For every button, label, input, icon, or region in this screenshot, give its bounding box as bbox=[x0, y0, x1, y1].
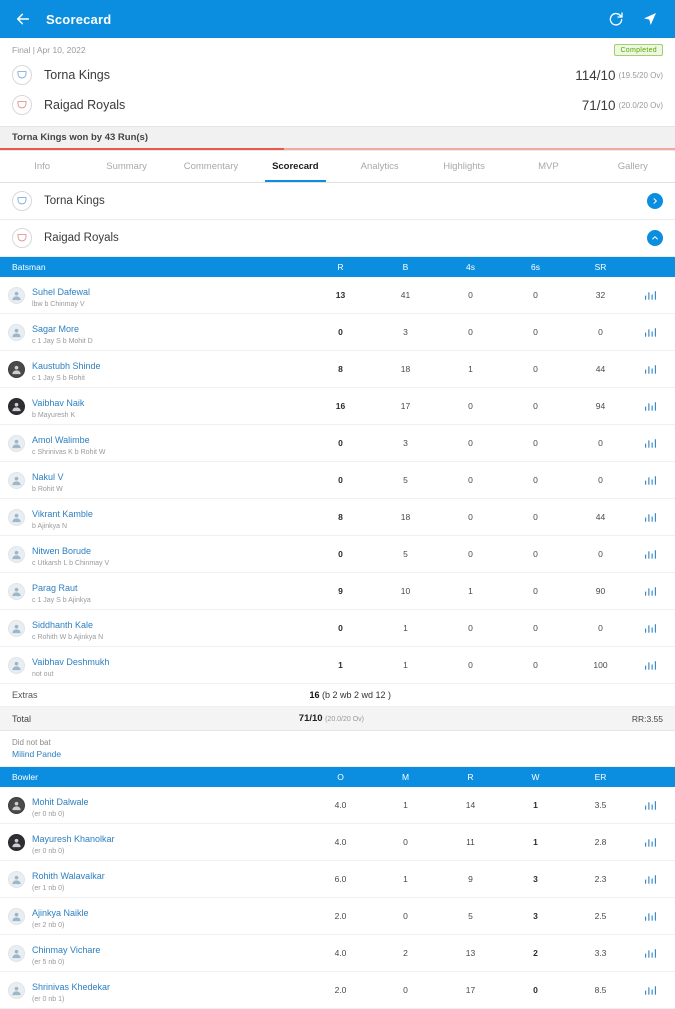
innings-header-raigad-royals[interactable] bbox=[0, 220, 675, 257]
batsman-info bbox=[32, 467, 64, 493]
arrow-left-icon[interactable] bbox=[12, 8, 34, 30]
table-row[interactable] bbox=[0, 499, 675, 536]
player-name[interactable]: Sagar More bbox=[32, 324, 80, 334]
runs-cell: 0 bbox=[338, 549, 343, 559]
batsman-info bbox=[32, 578, 91, 604]
table-row[interactable] bbox=[0, 610, 675, 647]
batsman-info bbox=[32, 541, 109, 567]
overs-cell: 6.0 bbox=[334, 874, 347, 884]
refresh-icon[interactable] bbox=[603, 6, 629, 32]
match-meta: Final | Apr 10, 2022 bbox=[12, 45, 86, 55]
col-runs-conceded: R bbox=[467, 772, 474, 782]
avatar bbox=[8, 583, 25, 600]
player-graph-icon[interactable] bbox=[644, 327, 657, 338]
did-not-bat bbox=[0, 731, 675, 767]
fours-cell: 1 bbox=[468, 586, 473, 596]
sixes-cell: 0 bbox=[533, 623, 538, 633]
wickets-cell: 0 bbox=[533, 985, 538, 995]
fours-cell: 0 bbox=[468, 327, 473, 337]
team-name: Raigad Royals bbox=[44, 98, 126, 112]
graph-cell[interactable] bbox=[633, 364, 667, 375]
batsman-cell bbox=[8, 652, 308, 678]
economy-cell: 2.8 bbox=[594, 837, 607, 847]
table-row[interactable] bbox=[0, 425, 675, 462]
tab-info[interactable]: Info bbox=[34, 161, 51, 172]
table-row[interactable] bbox=[0, 388, 675, 425]
economy-cell: 2.5 bbox=[594, 911, 607, 921]
avatar bbox=[8, 324, 25, 341]
tab-mvp[interactable]: MVP bbox=[538, 161, 559, 172]
bowler-info bbox=[32, 792, 89, 818]
fours-cell: 0 bbox=[468, 512, 473, 522]
col-runs: R bbox=[337, 262, 344, 272]
table-row[interactable] bbox=[0, 351, 675, 388]
tab-analytics[interactable]: Analytics bbox=[360, 161, 399, 172]
player-name[interactable]: Kaustubh Shinde bbox=[32, 361, 101, 371]
extras-label: Extras bbox=[12, 690, 38, 700]
avatar bbox=[8, 509, 25, 526]
graph-cell[interactable] bbox=[633, 660, 667, 671]
sixes-cell: 0 bbox=[533, 549, 538, 559]
chevron-right-icon[interactable] bbox=[647, 193, 663, 209]
col-sixes: 6s bbox=[531, 262, 540, 272]
avatar bbox=[8, 620, 25, 637]
sixes-cell: 0 bbox=[533, 475, 538, 485]
bowler-cell bbox=[8, 940, 308, 966]
graph-cell[interactable] bbox=[633, 837, 667, 848]
graph-cell[interactable] bbox=[633, 948, 667, 959]
batsman-cell bbox=[8, 541, 308, 567]
maidens-cell: 0 bbox=[403, 837, 408, 847]
col-bowler: Bowler bbox=[12, 772, 38, 782]
graph-cell[interactable] bbox=[633, 549, 667, 560]
tab-highlights[interactable]: Highlights bbox=[443, 161, 485, 172]
avatar bbox=[8, 546, 25, 563]
economy-cell: 3.5 bbox=[594, 800, 607, 810]
bowler-extras: (er 2 nb 0) bbox=[32, 922, 65, 929]
runs-conceded-cell: 14 bbox=[465, 800, 476, 810]
bowler-cell bbox=[8, 903, 308, 929]
runs-conceded-cell: 5 bbox=[468, 911, 473, 921]
dismissal-text: lbw b Chinmay V bbox=[32, 301, 85, 308]
col-fours: 4s bbox=[466, 262, 475, 272]
strike-rate-cell: 94 bbox=[595, 401, 606, 411]
team-overs: (19.5/20 Ov) bbox=[618, 70, 663, 80]
total-label: Total bbox=[12, 713, 32, 724]
match-result: Torna Kings won by 43 Run(s) bbox=[0, 126, 675, 148]
runs-conceded-cell: 17 bbox=[465, 985, 476, 995]
table-row[interactable] bbox=[0, 972, 675, 1009]
bowler-extras: (er 1 nb 0) bbox=[32, 885, 65, 892]
dismissal-text: not out bbox=[32, 671, 54, 678]
player-graph-icon[interactable] bbox=[644, 438, 657, 449]
player-graph-icon[interactable] bbox=[644, 660, 657, 671]
batsman-cell bbox=[8, 430, 308, 456]
table-row[interactable] bbox=[0, 573, 675, 610]
runs-cell: 0 bbox=[338, 623, 343, 633]
graph-cell[interactable] bbox=[633, 800, 667, 811]
table-row[interactable] bbox=[0, 536, 675, 573]
avatar bbox=[8, 361, 25, 378]
player-name[interactable]: Rohith Walavalkar bbox=[32, 871, 105, 881]
batsman-info bbox=[32, 504, 93, 530]
graph-cell[interactable] bbox=[633, 327, 667, 338]
app-bar bbox=[0, 0, 675, 38]
innings-header-torna-kings[interactable] bbox=[0, 183, 675, 220]
innings-team-name: Torna Kings bbox=[44, 195, 105, 207]
total-value bbox=[31, 713, 632, 724]
avatar bbox=[8, 472, 25, 489]
player-name[interactable]: Siddhanth Kale bbox=[32, 620, 94, 630]
overs-cell: 2.0 bbox=[334, 985, 347, 995]
player-graph-icon[interactable] bbox=[644, 800, 657, 811]
runs-cell: 9 bbox=[338, 586, 343, 596]
maidens-cell: 0 bbox=[403, 985, 408, 995]
graph-cell[interactable] bbox=[633, 401, 667, 412]
avatar bbox=[8, 908, 25, 925]
fours-cell: 0 bbox=[468, 623, 473, 633]
balls-cell: 17 bbox=[400, 401, 411, 411]
status-badge: Completed bbox=[614, 44, 663, 56]
balls-cell: 10 bbox=[400, 586, 411, 596]
table-row[interactable] bbox=[0, 824, 675, 861]
player-graph-icon[interactable] bbox=[644, 623, 657, 634]
player-graph-icon[interactable] bbox=[644, 985, 657, 996]
sixes-cell: 0 bbox=[533, 660, 538, 670]
batsman-cell bbox=[8, 319, 308, 345]
team-overs: (20.0/20 Ov) bbox=[618, 100, 663, 110]
balls-cell: 41 bbox=[400, 290, 411, 300]
team-row-2 bbox=[12, 90, 663, 120]
batsman-cell bbox=[8, 615, 308, 641]
sixes-cell: 0 bbox=[533, 290, 538, 300]
total-score: 71/10 bbox=[298, 713, 323, 724]
maidens-cell: 0 bbox=[403, 911, 408, 921]
tab-commentary[interactable]: Commentary bbox=[183, 161, 239, 172]
avatar bbox=[8, 797, 25, 814]
bowler-info bbox=[32, 977, 110, 1003]
player-graph-icon[interactable] bbox=[644, 837, 657, 848]
bowler-cell bbox=[8, 866, 308, 892]
chevron-up-icon[interactable] bbox=[647, 230, 663, 246]
dismissal-text: b Rohit W bbox=[32, 486, 63, 493]
extras-number: 16 bbox=[309, 690, 320, 700]
bowling-table-header bbox=[0, 767, 675, 787]
dismissal-text: c Shrinivas K b Rohit W bbox=[32, 449, 106, 456]
wickets-cell: 1 bbox=[533, 800, 538, 810]
runs-cell: 13 bbox=[335, 290, 346, 300]
strike-rate-cell: 90 bbox=[595, 586, 606, 596]
strike-rate-cell: 44 bbox=[595, 512, 606, 522]
bowler-info bbox=[32, 903, 89, 929]
economy-cell: 8.5 bbox=[594, 985, 607, 995]
col-balls: B bbox=[402, 262, 409, 272]
graph-cell[interactable] bbox=[633, 911, 667, 922]
batsman-info bbox=[32, 393, 84, 419]
player-name[interactable]: Shrinivas Khedekar bbox=[32, 982, 111, 992]
table-row[interactable] bbox=[0, 647, 675, 684]
economy-cell: 2.3 bbox=[594, 874, 607, 884]
batsman-cell bbox=[8, 467, 308, 493]
player-name[interactable]: Vaibhav Deshmukh bbox=[32, 657, 110, 667]
runs-conceded-cell: 11 bbox=[466, 837, 475, 847]
batting-table-header bbox=[0, 257, 675, 277]
team-score: 71/10 bbox=[581, 97, 616, 113]
match-header bbox=[0, 38, 675, 151]
graph-cell[interactable] bbox=[633, 874, 667, 885]
batsman-info bbox=[32, 319, 93, 345]
col-economy: ER bbox=[594, 772, 607, 782]
team-logo-icon bbox=[12, 191, 32, 211]
dismissal-text: c Rohith W b Ajinkya N bbox=[32, 634, 104, 641]
fours-cell: 0 bbox=[468, 660, 473, 670]
wickets-cell: 1 bbox=[533, 837, 538, 847]
team-logo-icon bbox=[12, 228, 32, 248]
strike-rate-cell: 0 bbox=[598, 549, 603, 559]
bowler-extras: (er 0 nb 1) bbox=[32, 996, 65, 1003]
innings-team-name: Raigad Royals bbox=[44, 232, 119, 244]
team-logo-icon bbox=[12, 95, 32, 115]
overs-cell: 2.0 bbox=[334, 911, 347, 921]
avatar bbox=[8, 435, 25, 452]
tab-scorecard[interactable]: Scorecard bbox=[253, 151, 337, 182]
sixes-cell: 0 bbox=[533, 327, 538, 337]
tab-summary[interactable]: Summary bbox=[106, 161, 147, 172]
player-graph-icon[interactable] bbox=[644, 549, 657, 560]
fours-cell: 0 bbox=[468, 401, 473, 411]
team-score: 114/10 bbox=[575, 67, 616, 83]
did-not-bat-players: Milind Pande bbox=[12, 749, 62, 759]
table-row[interactable] bbox=[0, 314, 675, 351]
dismissal-text: c 1 Jay S b Rohit bbox=[32, 375, 85, 382]
graph-cell[interactable] bbox=[633, 985, 667, 996]
batsman-cell bbox=[8, 578, 308, 604]
economy-cell: 3.3 bbox=[594, 948, 607, 958]
avatar bbox=[8, 398, 25, 415]
bowler-cell bbox=[8, 977, 308, 1003]
extras-row bbox=[0, 684, 675, 707]
player-graph-icon[interactable] bbox=[644, 512, 657, 523]
run-rate: RR:3.55 bbox=[631, 713, 663, 724]
balls-cell: 18 bbox=[400, 512, 411, 522]
strike-rate-cell: 0 bbox=[598, 327, 603, 337]
maidens-cell: 1 bbox=[403, 800, 408, 810]
balls-cell: 5 bbox=[403, 475, 408, 485]
player-name[interactable]: Nakul V bbox=[32, 472, 64, 482]
sixes-cell: 0 bbox=[533, 586, 538, 596]
wickets-cell: 2 bbox=[533, 948, 538, 958]
bowler-extras: (er 0 nb 0) bbox=[32, 848, 65, 855]
page-title: Scorecard bbox=[46, 11, 112, 27]
col-overs: O bbox=[337, 772, 344, 782]
dismissal-text: c 1 Jay S b Ajinkya bbox=[32, 597, 91, 604]
overs-cell: 4.0 bbox=[334, 948, 347, 958]
bowler-info bbox=[32, 829, 115, 855]
player-graph-icon[interactable] bbox=[644, 290, 657, 301]
batsman-cell bbox=[8, 356, 308, 382]
batting-rows bbox=[0, 277, 675, 684]
team-logo-icon bbox=[12, 65, 32, 85]
player-name[interactable]: Mohit Dalwale bbox=[32, 797, 89, 807]
fours-cell: 0 bbox=[468, 438, 473, 448]
overs-cell: 4.0 bbox=[334, 837, 347, 847]
avatar bbox=[8, 982, 25, 999]
batsman-info bbox=[32, 282, 90, 308]
maidens-cell: 1 bbox=[403, 874, 408, 884]
dismissal-text: b Mayuresh K bbox=[32, 412, 76, 419]
strike-rate-cell: 0 bbox=[598, 475, 603, 485]
fours-cell: 0 bbox=[468, 475, 473, 485]
col-batsman: Batsman bbox=[12, 262, 46, 272]
runs-cell: 16 bbox=[335, 401, 346, 411]
runs-conceded-cell: 9 bbox=[468, 874, 473, 884]
runs-cell: 0 bbox=[338, 438, 343, 448]
sixes-cell: 0 bbox=[533, 512, 538, 522]
dismissal-text: c Utkarsh L b Chinmay V bbox=[32, 560, 110, 567]
runs-cell: 1 bbox=[338, 660, 343, 670]
dismissal-text: c 1 Jay S b Mohit D bbox=[32, 338, 93, 345]
player-graph-icon[interactable] bbox=[644, 364, 657, 375]
table-row[interactable] bbox=[0, 787, 675, 824]
player-graph-icon[interactable] bbox=[644, 475, 657, 486]
tab-gallery[interactable]: Gallery bbox=[617, 161, 648, 172]
fours-cell: 0 bbox=[468, 549, 473, 559]
graph-cell[interactable] bbox=[633, 475, 667, 486]
avatar bbox=[8, 945, 25, 962]
match-progress-bar bbox=[0, 148, 675, 150]
player-graph-icon[interactable] bbox=[644, 911, 657, 922]
col-wickets: W bbox=[531, 772, 540, 782]
player-name[interactable]: Nitwen Borude bbox=[32, 546, 92, 556]
sixes-cell: 0 bbox=[533, 438, 538, 448]
graph-cell[interactable] bbox=[633, 623, 667, 634]
table-row[interactable] bbox=[0, 462, 675, 499]
team-row-1 bbox=[12, 60, 663, 90]
player-graph-icon[interactable] bbox=[644, 948, 657, 959]
table-row[interactable] bbox=[0, 898, 675, 935]
extras-detail: (b 2 wb 2 wd 12 ) bbox=[322, 690, 392, 700]
player-name[interactable]: Amol Walimbe bbox=[32, 435, 90, 445]
bowler-info bbox=[32, 940, 100, 966]
player-name[interactable]: Chinmay Vichare bbox=[32, 945, 101, 955]
player-graph-icon[interactable] bbox=[644, 401, 657, 412]
fours-cell: 0 bbox=[468, 290, 473, 300]
bowler-extras: (er 0 nb 0) bbox=[32, 811, 65, 818]
player-graph-icon[interactable] bbox=[644, 586, 657, 597]
graph-cell[interactable] bbox=[633, 290, 667, 301]
wickets-cell: 3 bbox=[533, 874, 538, 884]
sixes-cell: 0 bbox=[533, 401, 538, 411]
balls-cell: 3 bbox=[403, 327, 408, 337]
extras-value bbox=[38, 690, 663, 700]
bowler-extras: (er 5 nb 0) bbox=[32, 959, 65, 966]
balls-cell: 18 bbox=[400, 364, 411, 374]
player-name[interactable]: Parag Raut bbox=[32, 583, 78, 593]
strike-rate-cell: 32 bbox=[595, 290, 606, 300]
batsman-info bbox=[32, 430, 106, 456]
col-strike-rate: SR bbox=[594, 262, 607, 272]
runs-cell: 8 bbox=[338, 364, 343, 374]
graph-cell[interactable] bbox=[633, 586, 667, 597]
bowler-info bbox=[32, 866, 105, 892]
bowler-cell bbox=[8, 792, 308, 818]
strike-rate-cell: 100 bbox=[593, 660, 608, 670]
batsman-cell bbox=[8, 282, 308, 308]
avatar bbox=[8, 287, 25, 304]
dismissal-text: b Ajinkya N bbox=[32, 523, 68, 530]
runs-cell: 0 bbox=[338, 475, 343, 485]
avatar bbox=[8, 834, 25, 851]
table-row[interactable] bbox=[0, 935, 675, 972]
table-row[interactable] bbox=[0, 861, 675, 898]
total-overs: (20.0/20 Ov) bbox=[325, 716, 365, 723]
maidens-cell: 2 bbox=[403, 948, 408, 958]
batsman-info bbox=[32, 652, 109, 678]
runs-cell: 8 bbox=[338, 512, 343, 522]
team-name: Torna Kings bbox=[44, 68, 111, 82]
share-icon[interactable] bbox=[637, 6, 663, 32]
wickets-cell: 3 bbox=[533, 911, 538, 921]
bowling-rows bbox=[0, 787, 675, 1009]
player-name[interactable]: Suhel Dafewal bbox=[32, 287, 91, 297]
balls-cell: 5 bbox=[403, 549, 408, 559]
fours-cell: 1 bbox=[468, 364, 473, 374]
player-name[interactable]: Vikrant Kamble bbox=[32, 509, 93, 519]
did-not-bat-label: Did not bat bbox=[12, 738, 51, 747]
bowler-cell bbox=[8, 829, 308, 855]
sixes-cell: 0 bbox=[533, 364, 538, 374]
col-maidens: M bbox=[401, 772, 410, 782]
runs-conceded-cell: 13 bbox=[465, 948, 476, 958]
player-graph-icon[interactable] bbox=[644, 874, 657, 885]
balls-cell: 3 bbox=[403, 438, 408, 448]
player-name[interactable]: Ajinkya Naikle bbox=[32, 908, 89, 918]
graph-cell[interactable] bbox=[633, 512, 667, 523]
table-row[interactable] bbox=[0, 277, 675, 314]
tab-bar bbox=[0, 151, 675, 183]
balls-cell: 1 bbox=[403, 660, 408, 670]
avatar bbox=[8, 871, 25, 888]
match-meta-row bbox=[12, 38, 663, 60]
player-name[interactable]: Vaibhav Naik bbox=[32, 398, 85, 408]
batsman-cell bbox=[8, 504, 308, 530]
runs-cell: 0 bbox=[338, 327, 343, 337]
player-name[interactable]: Mayuresh Khanolkar bbox=[32, 834, 115, 844]
batsman-cell bbox=[8, 393, 308, 419]
batsman-info bbox=[32, 615, 103, 641]
overs-cell: 4.0 bbox=[334, 800, 347, 810]
total-row bbox=[0, 707, 675, 731]
strike-rate-cell: 44 bbox=[595, 364, 606, 374]
avatar bbox=[8, 657, 25, 674]
batsman-info bbox=[32, 356, 101, 382]
strike-rate-cell: 0 bbox=[598, 438, 603, 448]
balls-cell: 1 bbox=[403, 623, 408, 633]
graph-cell[interactable] bbox=[633, 438, 667, 449]
strike-rate-cell: 0 bbox=[598, 623, 603, 633]
scorecard-body bbox=[0, 183, 675, 1009]
